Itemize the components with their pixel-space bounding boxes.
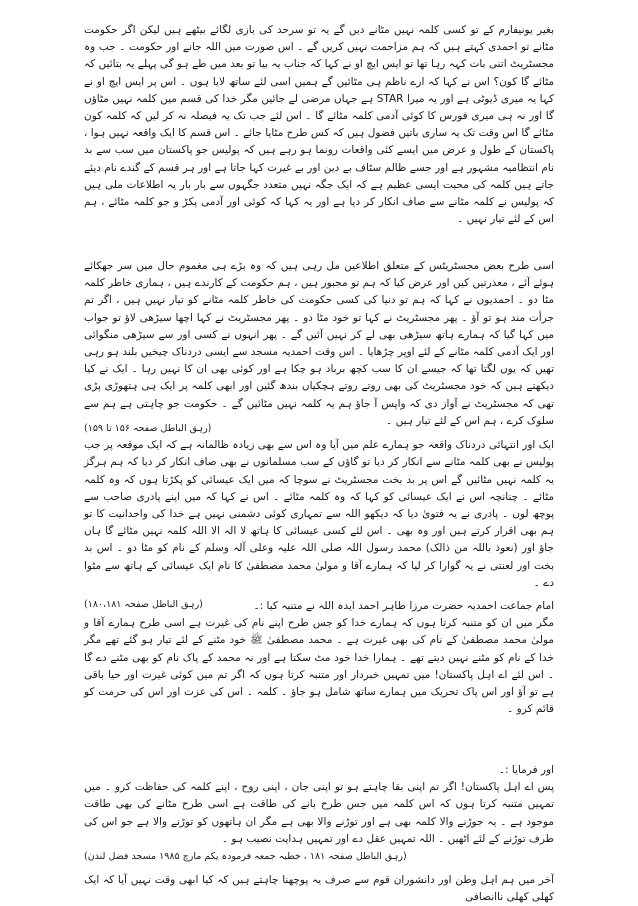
closing-paragraph-text: آخر میں ہم اہل وطن اور دانشوران قوم سے صرف یہ پوچھنا چاہتے ہیں کہ کیا ابھی وقت نہیں آیا کہ ایک کھلی کھلی ناانصافی — [84, 874, 554, 904]
closing-paragraph — [84, 872, 554, 906]
reference-1: (رہق الباطل صفحہ ۱۵۶ تا ۱۵۹) — [84, 423, 212, 434]
paragraph-3-text: ایک اور انتہائی دردناک واقعہ جو ہمارے علم میں آیا وہ اس سے بھی زیادہ ظالمانہ ہے کہ ایک موقعہ پر جب پولیس نے بھی کلمہ مٹانے سے انکار کر دیا تو گاؤں کے سب مسلمانوں نے بھی صاف انکار کر دیا کہ ہم ہرگز یہ کلمہ نہیں مٹائیں گے اس پر بد بخت مجسٹریٹ نے سوچا کہ میں ایک عیسائی کو پکڑتا ہوں کہ وہ کلمہ مٹائے ۔ چنانچہ اس نے ایک عیسائی کو کہا کہ وہ کلمہ مٹائے ۔ اس نے کہا کہ میں اپنے پادری صاحب سے پوچھ لوں ۔ پادری نے یہ فتویٰ دیا کہ دیکھو اللہ سے تمہاری کوئی دشمنی نہیں ہے خدا کی واحدانیت کا تو ہم بھی اقرار کرتے ہیں اور وہ بھی ۔ اس لئے کسی عیسائی کا ہاتھ لا الہ الا اللہ کلمہ نہیں مٹائے گا ہاں جاؤ اور (نعوذ باللہ من ذالک) محمد رسول اللہ صلی اللہ علیہ وعلی آلہ وسلم کے نام کو مٹا دو ۔ اس بد بخت اور لعنتی نے یہ گوارا کر لیا کہ ہمارے آقا و مولیٰ محمد مصطفیٰ کا نام ایک عیسائی کے ہاتھ سے مٹوا دے ۔ — [84, 439, 554, 589]
intro-heading-1: امام جماعت احمدیہ حضرت مرزا طاہر احمد ایدہ اللہ نے متنبہ کیا :۔ — [253, 600, 554, 612]
paragraph-3-wrapper — [84, 420, 554, 613]
quote-section-2 — [84, 762, 554, 865]
paragraph-2 — [84, 258, 554, 430]
quote-2-text: پس اے اہل پاکستان! اگر تم اپنی بقا چاہتے ہو تو اپنی جان ، اپنی روح ، اپنے کلمہ کی حفاظت کرو ۔ میں تمہیں متنبہ کرتا ہوں کہ اس کلمہ میں جس طرح بانے کی طاقت ہے اسی طرح مٹانے کی بھی طاقت موجود ہے ۔ یہ جوڑنے والا کلمہ بھی ہے اور توڑنے والا بھی ہے مگر ان ہاتھوں کو توڑنے والا ہے جو اس کی طرف توڑنے کے لئے اٹھیں ۔ اللہ تمہیں عقل دے اور تمہیں ہدایت نصیب ہو ۔ — [84, 781, 554, 845]
reference-3: (رہق الباطل صفحہ ۱۸۱ ، خطبہ جمعہ فرمودہ یکم مارچ ۱۹۸۵ مسجد فضل لندن) — [84, 851, 407, 863]
paragraph-2-text: اسی طرح بعض مجسٹریٹس کے متعلق اطلاعیں مل رہی ہیں کہ وہ بڑے ہی مغموم حال میں سر جھکائے ہوئے آئے ، معذرتیں کیں اور عرض کیا کہ ہم تو مجبور ہیں ، ہم حکومت کے کارندے ہیں ، ہماری خاطر کلمہ مٹا دو ۔ احمدیوں نے کہا کہ ہم تو دنیا کی کسی حکومت کی خاطر کلمہ مٹانے کو تیار نہیں ہیں ، اگر تم جرأت مند ہو تو آؤ ۔ پھر مجسٹریٹ نے کہا تو خود مٹا دو ۔ پھر مجسٹریٹ نے کہا اچھا سیڑھی لاؤ تو جواب میں کہا گیا کہ ہمارے ہاتھ سیڑھی بھی لے کر نہیں آئیں گے ۔ پھر انہوں نے کسی اور سے سیڑھی منگوائی اور ایک آدمی کلمہ مٹانے کے لئے اوپر چڑھایا ۔ اس وقت احمدیہ مسجد سے ایسی دردناک چیخیں بلند ہو رہی تھیں کہ یوں لگتا تھا کہ جیسے ان کا سب کچھ برباد ہو چکا ہے اور کوئی بھی ان کا نہیں رہا ۔ ایک نے کیا دیکھتے ہیں کہ خود مجسٹریٹ کی بھی روتے روتے ہچکیاں بندھ گئیں اور ابھی کلمہ پر ایک ہی ہتھوڑی پڑی تھی کہ مجسٹریٹ نے آواز دی کہ واپس آ جاؤ ہم یہ کلمہ نہیں مٹائیں گے ۔ حکومت جو چاہتی ہے ہم سے سلوک کرے ، ہم اس کے لئے تیار ہیں ۔ — [84, 260, 554, 427]
paragraph-1-text: بغیر یونیفارم کے تو کسی کلمہ نہیں مٹانے دیں گے یہ تو سرحد کی بازی لگائے بیٹھے ہیں لیکن اگر حکومت مٹانے تو احمدی کہتے ہیں کہ ہم مزاحمت نہیں کریں گے ۔ اس صورت میں اللہ جانے اور حکومت ۔ جب وہ مجسٹریٹ اتنی بات کہہ رہا تھا تو ایس ایچ او نے کہا کہ جناب یہ بیا تو بعد میں طے ہو گی پہلے یہ بتائیں کہ مٹائے گا کون؟ اس نے کہا کہ ارے ناظم ہی مٹائیں گے ہمیں اسی لئے ساتھ لایا ہوں ۔ اس پر ایس ایچ او نے کہا یہ میری ڈیوٹی ہے اور یہ میرا STAR ہے جہاں مرضی لے جائیں مگر خدا کی قسم میں کلمہ نہیں مٹاؤں گا اور نہ ہی میری فورس کا کوئی آدمی کلمہ مٹائے گا ۔ اس لئے جب تک یہ فیصلہ نہ کر لیں کہ کلمہ کون مٹائے گا اس وقت تک یہ ساری باتیں فضول ہیں کہ کس طرح مٹایا جائے ۔ اس قسم کا ایک واقعہ نہیں ہوا ، پاکستان کے طول و عرض میں ایسے کئی واقعات رونما ہو رہے ہیں کہ پولیس جو پاکستان میں سب سے بد نام انتظامیہ مشہور ہے اور جسے ظالم سٹاف بے دین اور بے غیرت کہا جاتا ہے اور ہر قسم کے گندے نام دیئے جاتے ہیں کلمہ کی محبت ایسی عظیم ہے کہ ایک جگہ نہیں متعدد جگہوں سے بار بار یہ اطلاعات ملی ہیں کہ پولیس نے کلمہ مٹانے سے صاف انکار کر دیا ہے اور یہ کہا کہ کوئی اور آدمی پکڑ و جو کلمہ مٹائے ، ہم اس کے لئے تیار نہیں ۔ — [84, 24, 554, 226]
reference-2: (رہق الباطل صفحہ ۱۸۰،۱۸۱) — [84, 599, 203, 611]
paragraph-1 — [84, 22, 554, 228]
quote-1-text: مگر میں ان کو متنبہ کرتا ہوں کہ ہمارے خدا کو جس طرح اپنے نام کی غیرت ہے اسی طرح ہمارے آقا و مولیٰ محمد مصطفیٰ کے نام کی بھی غیرت ہے ۔ محمد مصطفیٰ ﷺ خود مٹنے کے لئے تیار ہو گئے تھے مگر خدا کے نام کو مٹنے نہیں دیتے تھے ۔ ہمارا خدا خود مٹ سکتا ہے اور نہ محمد کے پاک نام کو بھی مٹنے دے گا ۔ اس لئے اے اہل پاکستان! میں تمہیں خبردار اور متنبہ کرتا ہوں کہ اگر تم میں کوئی غیرت اور حیا باقی ہے تو آؤ اور اس پاک تحریک میں ہمارے ساتھ شامل ہو جاؤ ۔ کلمہ ۔ اس کی عزت اور اس کی حرمت کو قائم کرو ۔ — [84, 617, 554, 716]
intro-heading-2: اور فرمایا :۔ — [498, 764, 554, 776]
quote-section-1 — [84, 598, 554, 718]
